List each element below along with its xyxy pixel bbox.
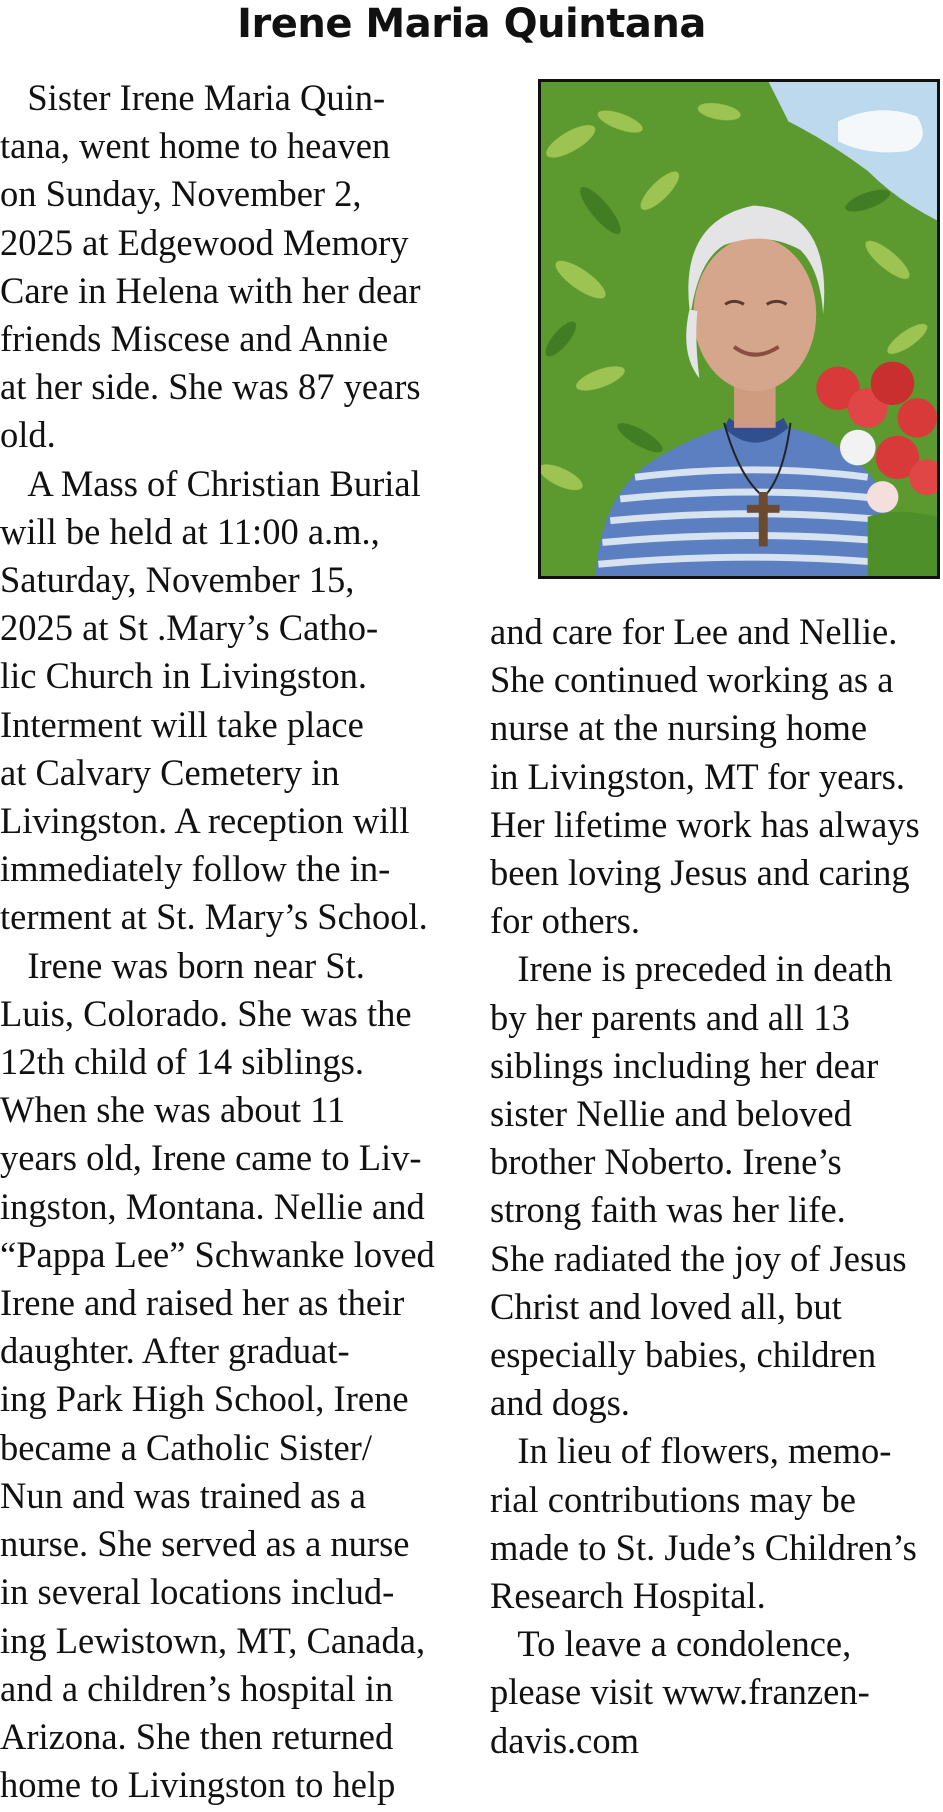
text-line: on Sunday, November 2, [0, 173, 362, 215]
face [693, 237, 816, 391]
text-line: in several locations includ- [0, 1571, 395, 1613]
text-line: sister Nellie and beloved [490, 1093, 852, 1135]
text-line: 2025 at St .Mary’s Catho- [0, 607, 379, 649]
text-line: nurse at the nursing home [490, 707, 868, 749]
text-line: at her side. She was 87 years [0, 366, 421, 408]
text-line: Irene is preceded in death [490, 948, 893, 990]
text-line: Irene and raised her as their [0, 1282, 405, 1324]
text-line: friends Miscese and Annie [0, 318, 389, 360]
text-line: and care for Lee and Nellie. [490, 611, 898, 652]
text-line: terment at St. Mary’s School. [0, 896, 428, 938]
text-line: When she was about 11 [0, 1089, 346, 1131]
text-line: by her parents and all 13 [490, 996, 850, 1038]
text-line: Christ and loved all, but [490, 1285, 842, 1327]
obituary-right-column [490, 608, 943, 1765]
text-line: at Calvary Cemetery in [0, 751, 340, 793]
text-line: Sister Irene Maria Quin- [0, 77, 386, 118]
text-line: ingston, Montana. Nellie and [0, 1185, 425, 1227]
text-line: ing Lewistown, MT, Canada, [0, 1619, 426, 1661]
text-line: davis.com [490, 1719, 640, 1761]
text-line: Interment will take place [0, 703, 364, 745]
text-line: To leave a condolence, [490, 1623, 852, 1665]
text-line: Care in Helena with her dear [0, 269, 421, 311]
text-line: and dogs. [490, 1382, 630, 1424]
text-line: immediately follow the in- [0, 848, 391, 890]
text-line: “Pappa Lee” Schwanke loved [0, 1233, 435, 1275]
text-line: Saturday, November 15, [0, 559, 355, 601]
text-line: Her lifetime work has always [490, 803, 920, 845]
text-line: 2025 at Edgewood Memory [0, 221, 409, 263]
text-line: She radiated the joy of Jesus [490, 1237, 907, 1279]
text-line: Irene was born near St. [0, 944, 365, 986]
obituary-title: Irene Maria Quintana [237, 1, 706, 47]
text-line: home to Livingston to help [0, 1764, 396, 1806]
text-line: will be held at 11:00 a.m., [0, 510, 380, 552]
text-line: tana, went home to heaven [0, 125, 391, 167]
portrait-photo [538, 79, 940, 579]
text-line: ing Park High School, Irene [0, 1378, 409, 1420]
text-line: siblings including her dear [490, 1044, 879, 1086]
text-line: Nun and was trained as a [0, 1474, 366, 1516]
text-line: Livingston. A reception will [0, 800, 410, 842]
text-line: In lieu of flowers, memo- [490, 1430, 892, 1472]
text-line: A Mass of Christian Burial [0, 462, 421, 504]
obituary-left-column [0, 74, 460, 1809]
text-line: please visit www.franzen- [490, 1671, 870, 1713]
text-line: nurse. She served as a nurse [0, 1523, 410, 1565]
text-line: She continued working as a [490, 659, 894, 701]
text-line: years old, Irene came to Liv- [0, 1137, 422, 1179]
text-line: especially babies, children [490, 1334, 877, 1376]
cloud [838, 110, 923, 152]
lower-foliage [868, 512, 937, 576]
text-line: for others. [490, 900, 641, 942]
text-line: and a children’s hospital in [0, 1667, 394, 1709]
text-line: daughter. After graduat- [0, 1330, 350, 1372]
text-line: been loving Jesus and caring [490, 852, 910, 894]
text-line: 12th child of 14 siblings. [0, 1041, 364, 1083]
text-line: became a Catholic Sister/ [0, 1426, 372, 1468]
text-line: lic Church in Livingston. [0, 655, 367, 697]
text-line: brother Noberto. Irene’s [490, 1141, 842, 1183]
text-line: Research Hospital. [490, 1575, 766, 1617]
text-line: rial contributions may be [490, 1478, 856, 1520]
text-line: Luis, Colorado. She was the [0, 992, 412, 1034]
text-line: strong faith was her life. [490, 1189, 846, 1231]
text-line: in Livingston, MT for years. [490, 755, 905, 797]
text-line: made to St. Jude’s Children’s [490, 1526, 917, 1568]
portrait-illustration [541, 82, 937, 576]
text-line: Arizona. She then returned [0, 1715, 394, 1757]
text-line: old. [0, 414, 56, 456]
